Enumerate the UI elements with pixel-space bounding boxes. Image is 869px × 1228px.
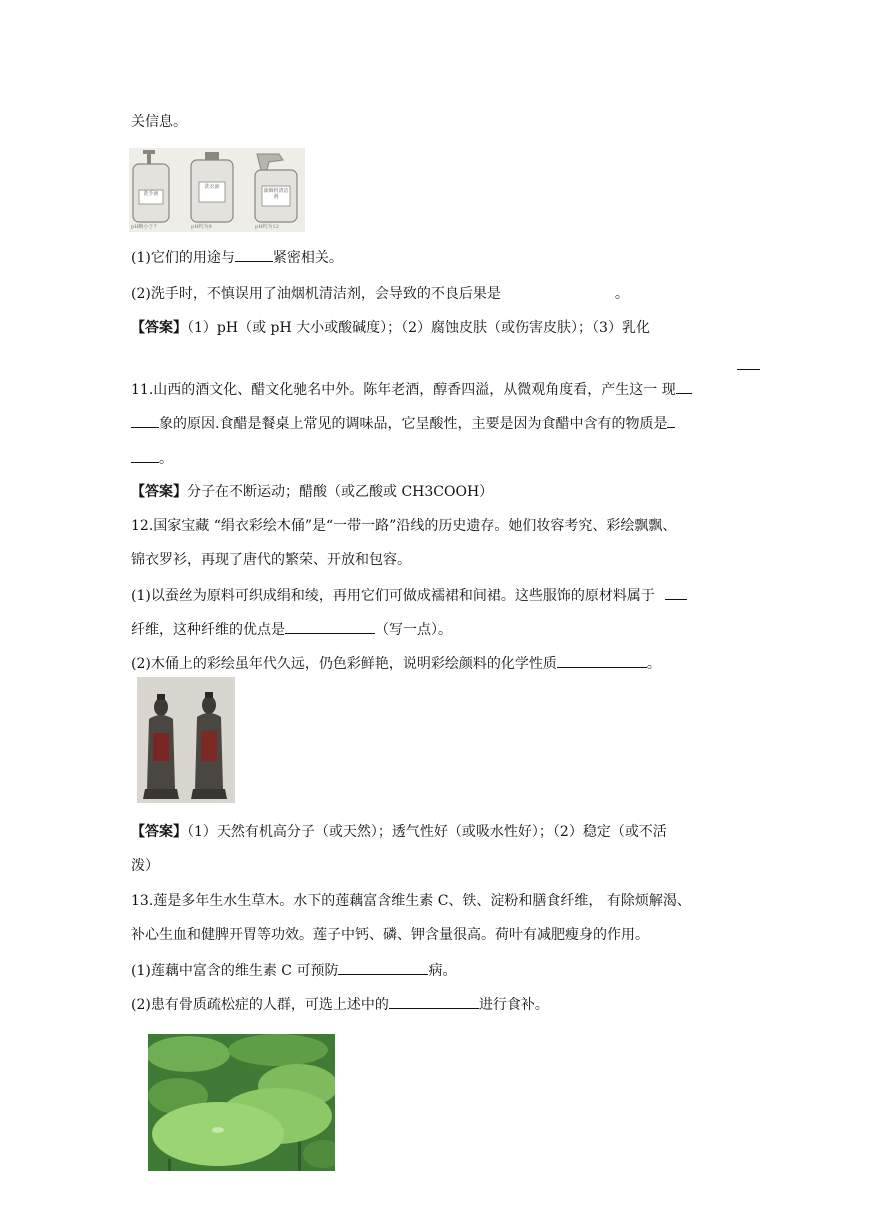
q12-sub1-blank-1	[665, 585, 687, 600]
q11-line3	[131, 448, 173, 469]
bottle-2-ph: pH约为9	[191, 224, 212, 230]
q10-answer-text: （1）pH（或 pH 大小或酸碱度）；（2）腐蚀皮肤（或伤害皮肤）；（3）乳化	[187, 320, 650, 336]
q10-sub1	[131, 247, 343, 268]
q12-sub2-text-a: (2)木俑上的彩绘虽年代久远，仍色彩鲜艳，说明彩绘颜料的化学性质	[131, 656, 557, 672]
figurines-illustration	[137, 677, 235, 803]
q13-sub2-blank	[389, 994, 479, 1009]
q13-sub1-text-a: (1)莲藕中富含的维生素 C 可预防	[131, 963, 339, 979]
q12-sub1-line2	[131, 619, 452, 640]
bottle-2-label: 洗衣液	[204, 184, 220, 190]
q12-sub1-blank-2	[285, 619, 375, 634]
q12-line1: 12.国家宝藏 “绢衣彩绘木俑”是“一带一路”沿线的历史遗存。她们妆容考究、彩绘飘飘、	[131, 518, 677, 534]
q12-sub1-line1	[131, 585, 687, 606]
q11-answer	[131, 482, 493, 502]
q13-sub2-text-a: (2)患有骨质疏松症的人群，可选上述中的	[131, 997, 389, 1013]
bottles-figure	[129, 148, 305, 232]
q12-answer-text: （1）天然有机高分子（或天然）；透气性好（或吸水性好）；（2）稳定（或不活	[187, 824, 667, 840]
q10-sub1-text-a: (1)它们的用途与	[131, 250, 235, 266]
bottle-1-label: 洗手液	[143, 191, 159, 197]
q13-sub1-blank	[338, 960, 428, 975]
q11-line1-text: 11.山西的酒文化、醋文化驰名中外。陈年老酒，醇香四溢，从微观角度看，产生这一 现	[131, 382, 676, 398]
q11-line1	[131, 379, 692, 400]
answer-tag: 【答案】	[131, 320, 187, 336]
q10-intro-end: 关信息。	[131, 114, 187, 130]
q10-sub2-text-a: (2)洗手时，不慎误用了油烟机清洁剂，会导致的不良后果是	[131, 286, 501, 302]
figurines-photo	[137, 677, 235, 803]
q13-line1: 13.莲是多年生水生草木。水下的莲藕富含维生素 C、铁、淀粉和膳食纤维， 有除烦解渴、	[131, 893, 691, 909]
lotus-leaves-photo	[148, 1034, 335, 1171]
q11-answer-text: 分子在不断运动；醋酸（或乙酸或 CH3COOH）	[187, 484, 494, 500]
answer-tag: 【答案】	[131, 824, 187, 840]
stray-blank-line	[737, 369, 760, 370]
q12-sub1-text: (1)以蚕丝为原料可织成绢和绫，再用它们可做成襦裙和间裙。这些服饰的原材料属于	[131, 588, 655, 604]
q12-answer-line2: 泼）	[131, 858, 159, 874]
q12-answer-line1	[131, 822, 667, 842]
q10-sub1-text-b: 紧密相关。	[272, 250, 343, 266]
answer-tag: 【答案】	[131, 484, 187, 500]
q11-blank-2-cont	[131, 448, 159, 463]
q13-sub1-text-b: 病。	[428, 963, 457, 979]
q10-answer	[131, 318, 650, 338]
bottle-3-label: 油烟机清洁剂	[263, 188, 289, 200]
q10-sub1-blank	[235, 247, 273, 262]
q13-sub2	[131, 994, 549, 1015]
bottle-3-ph: pH约为12	[255, 224, 279, 230]
q11-blank-1-cont	[131, 413, 159, 428]
q11-blank-1	[676, 379, 692, 394]
q11-line2-text: 象的原因.食醋是餐桌上常见的调味品，它呈酸性，主要是因为食醋中含有的物质是	[159, 416, 668, 432]
bottle-1-ph: pH略小于7	[131, 224, 157, 230]
lotus-leaves-illustration	[148, 1034, 335, 1171]
q13-sub2-text-b: 进行食补。	[478, 997, 549, 1013]
q12-line2: 锦衣罗衫，再现了唐代的繁荣、开放和包容。	[131, 552, 411, 568]
q11-line3-text: 。	[159, 451, 173, 467]
q12-sub2-text-b: 。	[646, 656, 661, 672]
q10-sub2-text-b: 。	[614, 286, 629, 302]
q13-sub1	[131, 960, 456, 981]
q11-line2	[131, 413, 675, 434]
q13-line2: 补心生血和健脾开胃等功效。莲子中钙、磷、钾含量很高。荷叶有减肥瘦身的作用。	[131, 927, 649, 943]
q10-sub2	[131, 284, 629, 304]
q12-sub1-line2-text-a: 纤维，这种纤维的优点是	[131, 622, 285, 638]
q12-sub1-line2-text-b: （写一点）。	[375, 622, 452, 638]
q12-sub2-blank	[557, 653, 647, 668]
q11-blank-2	[667, 413, 675, 428]
q12-sub2	[131, 653, 661, 674]
